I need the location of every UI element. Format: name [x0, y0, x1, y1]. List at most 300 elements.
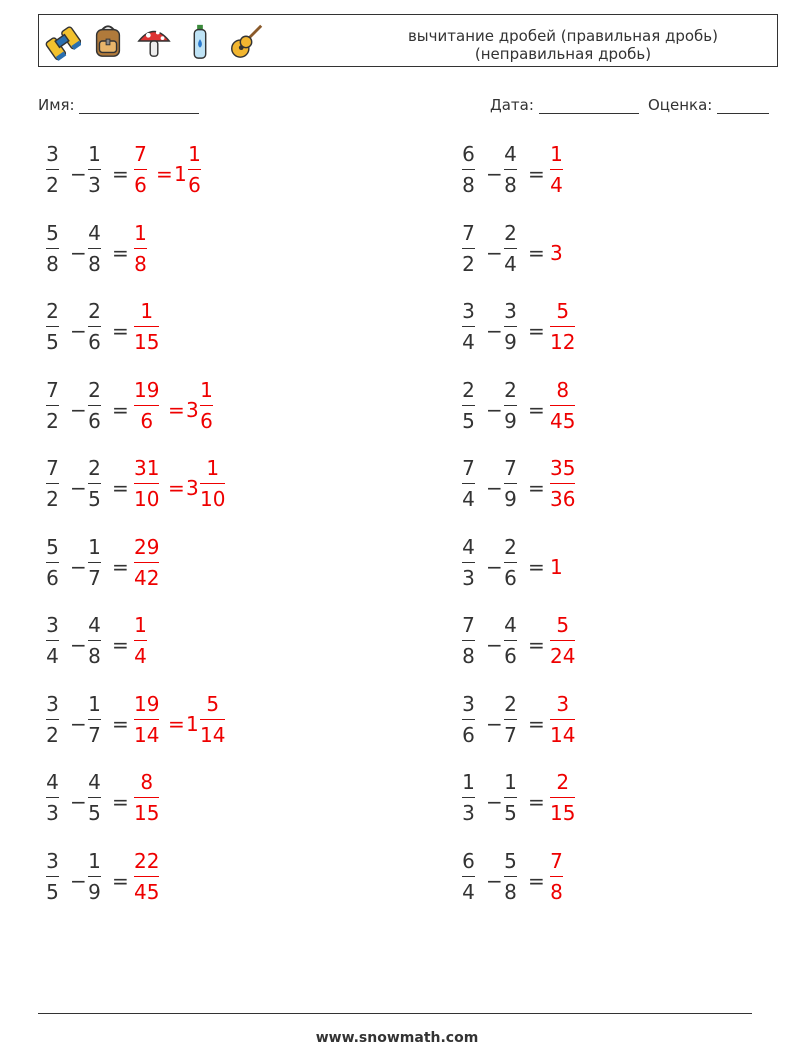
- denominator: 6: [504, 566, 517, 590]
- fraction-bar: [504, 483, 517, 484]
- denominator: 15: [134, 801, 160, 825]
- mixed-fraction: [200, 378, 213, 433]
- water-bottle-icon: [181, 21, 219, 61]
- fraction-bar: [550, 719, 575, 720]
- minuend-fraction: [46, 142, 59, 197]
- numerator: 5: [46, 535, 59, 559]
- fraction-bar: [504, 719, 517, 720]
- fraction-bar: [46, 405, 59, 406]
- subtrahend-fraction: [504, 221, 517, 276]
- fraction-bar: [88, 797, 101, 798]
- subtrahend-fraction: [504, 299, 517, 354]
- denominator: 5: [88, 801, 101, 825]
- answer-fraction: [134, 535, 159, 590]
- fraction-bar: [88, 405, 101, 406]
- numerator: 7: [504, 456, 517, 480]
- minuend-fraction: [462, 142, 475, 197]
- numerator: 5: [504, 849, 517, 873]
- numerator: 3: [46, 692, 59, 716]
- fraction-bar: [88, 169, 101, 170]
- numerator: 1: [88, 692, 101, 716]
- answer-fraction: [550, 456, 575, 511]
- minuend-fraction: [462, 299, 475, 354]
- numerator: 8: [140, 770, 154, 794]
- denominator: 6: [88, 330, 101, 354]
- date-blank[interactable]: [539, 99, 639, 114]
- numerator: 7: [462, 221, 475, 245]
- numerator: 7: [462, 456, 475, 480]
- answer-fraction: [550, 770, 575, 825]
- fraction-bar: [188, 169, 201, 170]
- minuend-fraction: [462, 770, 475, 825]
- mixed-whole: 1: [186, 712, 199, 736]
- fraction-bar: [504, 248, 517, 249]
- numerator: 8: [556, 378, 570, 402]
- numerator: 2: [46, 299, 59, 323]
- equals-sign: =: [112, 633, 129, 657]
- numerator: 1: [188, 142, 201, 166]
- numerator: 2: [504, 535, 517, 559]
- denominator: 3: [88, 173, 101, 197]
- fraction-bar: [504, 405, 517, 406]
- fraction-bar: [550, 797, 575, 798]
- minus-sign: −: [486, 633, 503, 657]
- denominator: 4: [46, 644, 59, 668]
- denominator: 36: [550, 487, 576, 511]
- mixed-equals-sign: =: [168, 398, 185, 422]
- subtrahend-fraction: [504, 770, 517, 825]
- numerator: 4: [88, 221, 101, 245]
- fraction-bar: [462, 248, 475, 249]
- minuend-fraction: [462, 613, 475, 668]
- denominator: 3: [462, 801, 475, 825]
- answer-fraction: [550, 849, 563, 904]
- minuend-fraction: [46, 613, 59, 668]
- answer-fraction: [134, 378, 159, 433]
- equals-sign: =: [112, 319, 129, 343]
- fraction-bar: [134, 405, 159, 406]
- minus-sign: −: [70, 869, 87, 893]
- equals-sign: =: [528, 162, 545, 186]
- name-field: [38, 96, 199, 114]
- answer-whole: 3: [550, 241, 563, 265]
- denominator: 24: [550, 644, 576, 668]
- equals-sign: =: [112, 869, 129, 893]
- denominator: 5: [504, 801, 517, 825]
- equals-sign: =: [112, 398, 129, 422]
- fraction-bar: [504, 876, 517, 877]
- denominator: 8: [462, 173, 475, 197]
- fraction-bar: [504, 169, 517, 170]
- numerator: 31: [134, 456, 160, 480]
- answer-fraction: [134, 613, 147, 668]
- denominator: 12: [550, 330, 576, 354]
- numerator: 3: [46, 849, 59, 873]
- fraction-bar: [504, 326, 517, 327]
- minus-sign: −: [486, 398, 503, 422]
- equals-sign: =: [112, 241, 129, 265]
- fraction-bar: [46, 248, 59, 249]
- subtrahend-fraction: [504, 849, 517, 904]
- subtrahend-fraction: [88, 142, 101, 197]
- denominator: 45: [550, 409, 576, 433]
- fraction-bar: [88, 248, 101, 249]
- equals-sign: =: [528, 319, 545, 343]
- denominator: 15: [134, 330, 160, 354]
- mushroom-icon: [135, 21, 173, 61]
- subtrahend-fraction: [504, 142, 517, 197]
- numerator: 3: [504, 299, 517, 323]
- fraction-bar: [46, 326, 59, 327]
- fraction-bar: [200, 405, 213, 406]
- numerator: 4: [88, 770, 101, 794]
- mixed-equals-sign: =: [168, 712, 185, 736]
- denominator: 4: [550, 173, 563, 197]
- minuend-fraction: [462, 535, 475, 590]
- numerator: 4: [504, 142, 517, 166]
- fraction-bar: [462, 562, 475, 563]
- denominator: 8: [550, 880, 563, 904]
- denominator: 10: [200, 487, 226, 511]
- minus-sign: −: [486, 712, 503, 736]
- denominator: 6: [46, 566, 59, 590]
- denominator: 10: [134, 487, 160, 511]
- denominator: 2: [46, 409, 59, 433]
- fraction-bar: [462, 640, 475, 641]
- numerator: 19: [134, 692, 160, 716]
- numerator: 22: [134, 849, 160, 873]
- numerator: 7: [134, 142, 147, 166]
- equals-sign: =: [112, 555, 129, 579]
- answer-fraction: [134, 692, 159, 747]
- fraction-bar: [88, 483, 101, 484]
- fraction-bar: [550, 326, 575, 327]
- denominator: 8: [462, 644, 475, 668]
- denominator: 8: [88, 644, 101, 668]
- equals-sign: =: [528, 790, 545, 814]
- equals-sign: =: [528, 633, 545, 657]
- denominator: 2: [46, 487, 59, 511]
- denominator: 7: [88, 723, 101, 747]
- answer-whole: 1: [550, 555, 563, 579]
- numerator: 2: [504, 692, 517, 716]
- subtrahend-fraction: [88, 535, 101, 590]
- numerator: 2: [88, 378, 101, 402]
- fraction-bar: [46, 876, 59, 877]
- minuend-fraction: [46, 221, 59, 276]
- numerator: 1: [88, 535, 101, 559]
- numerator: 5: [556, 613, 570, 637]
- worksheet-header: [38, 14, 778, 67]
- fraction-bar: [88, 719, 101, 720]
- denominator: 42: [134, 566, 160, 590]
- denominator: 8: [504, 880, 517, 904]
- denominator: 8: [504, 173, 517, 197]
- minus-sign: −: [70, 162, 87, 186]
- equals-sign: =: [528, 241, 545, 265]
- denominator: 6: [188, 173, 201, 197]
- mixed-equals-sign: =: [156, 162, 173, 186]
- minuend-fraction: [462, 221, 475, 276]
- numerator: 4: [46, 770, 59, 794]
- denominator: 4: [462, 880, 475, 904]
- fraction-bar: [200, 719, 225, 720]
- minus-sign: −: [70, 241, 87, 265]
- denominator: 4: [504, 252, 517, 276]
- minus-sign: −: [486, 790, 503, 814]
- equals-sign: =: [528, 555, 545, 579]
- fraction-bar: [46, 169, 59, 170]
- fraction-bar: [134, 797, 159, 798]
- denominator: 9: [504, 330, 517, 354]
- minus-sign: −: [486, 162, 503, 186]
- equals-sign: =: [112, 476, 129, 500]
- name-label: Имя:: [38, 96, 75, 114]
- subtrahend-fraction: [504, 613, 517, 668]
- fraction-bar: [134, 248, 147, 249]
- numerator: 3: [46, 613, 59, 637]
- fraction-bar: [550, 483, 575, 484]
- fraction-bar: [134, 169, 147, 170]
- worksheet-title: [373, 27, 753, 63]
- numerator: 6: [462, 849, 475, 873]
- numerator: 7: [462, 613, 475, 637]
- answer-fraction: [550, 299, 575, 354]
- answer-fraction: [134, 299, 159, 354]
- footer-divider: [38, 1013, 752, 1014]
- answer-fraction: [134, 456, 159, 511]
- numerator: 1: [550, 142, 563, 166]
- denominator: 8: [46, 252, 59, 276]
- denominator: 5: [46, 330, 59, 354]
- minus-sign: −: [486, 241, 503, 265]
- minuend-fraction: [46, 378, 59, 433]
- mixed-fraction: [200, 692, 225, 747]
- numerator: 3: [462, 692, 475, 716]
- binoculars-icon: [43, 21, 81, 61]
- numerator: 2: [462, 378, 475, 402]
- denominator: 6: [504, 644, 517, 668]
- denominator: 8: [88, 252, 101, 276]
- date-label: Дата:: [490, 96, 534, 114]
- denominator: 8: [134, 252, 147, 276]
- minuend-fraction: [462, 692, 475, 747]
- minus-sign: −: [486, 319, 503, 343]
- minuend-fraction: [46, 849, 59, 904]
- subtrahend-fraction: [88, 770, 101, 825]
- fraction-bar: [462, 169, 475, 170]
- numerator: 4: [504, 613, 517, 637]
- fraction-bar: [88, 640, 101, 641]
- mixed-fraction: [200, 456, 225, 511]
- subtrahend-fraction: [88, 849, 101, 904]
- mixed-whole: 1: [174, 162, 187, 186]
- denominator: 5: [46, 880, 59, 904]
- answer-fraction: [550, 613, 575, 668]
- fraction-bar: [504, 797, 517, 798]
- answer-fraction: [550, 142, 563, 197]
- minuend-fraction: [46, 692, 59, 747]
- denominator: 7: [504, 723, 517, 747]
- fraction-bar: [134, 876, 159, 877]
- minus-sign: −: [486, 555, 503, 579]
- minus-sign: −: [70, 633, 87, 657]
- subtrahend-fraction: [504, 378, 517, 433]
- denominator: 4: [134, 644, 147, 668]
- minus-sign: −: [486, 869, 503, 893]
- fraction-bar: [88, 876, 101, 877]
- numerator: 4: [88, 613, 101, 637]
- minuend-fraction: [462, 378, 475, 433]
- fraction-bar: [462, 326, 475, 327]
- fraction-bar: [46, 797, 59, 798]
- guitar-icon: [227, 21, 265, 61]
- equals-sign: =: [528, 869, 545, 893]
- fraction-bar: [134, 326, 159, 327]
- denominator: 15: [550, 801, 576, 825]
- fraction-bar: [134, 719, 159, 720]
- fraction-bar: [462, 719, 475, 720]
- numerator: 7: [46, 378, 59, 402]
- minus-sign: −: [70, 555, 87, 579]
- denominator: 9: [88, 880, 101, 904]
- numerator: 2: [504, 378, 517, 402]
- fraction-bar: [550, 405, 575, 406]
- denominator: 2: [462, 252, 475, 276]
- numerator: 35: [550, 456, 576, 480]
- minus-sign: −: [70, 398, 87, 422]
- numerator: 2: [556, 770, 570, 794]
- denominator: 3: [462, 566, 475, 590]
- name-blank[interactable]: [79, 99, 199, 114]
- minus-sign: −: [70, 319, 87, 343]
- numerator: 1: [140, 299, 154, 323]
- denominator: 4: [462, 487, 475, 511]
- equals-sign: =: [112, 790, 129, 814]
- numerator: 3: [556, 692, 570, 716]
- numerator: 1: [88, 142, 101, 166]
- numerator: 2: [88, 456, 101, 480]
- numerator: 5: [206, 692, 220, 716]
- fraction-bar: [88, 326, 101, 327]
- subtrahend-fraction: [88, 299, 101, 354]
- numerator: 3: [46, 142, 59, 166]
- denominator: 45: [134, 880, 160, 904]
- numerator: 6: [462, 142, 475, 166]
- fraction-bar: [550, 169, 563, 170]
- grade-label: Оценка:: [648, 96, 713, 114]
- fraction-bar: [462, 876, 475, 877]
- mixed-equals-sign: =: [168, 476, 185, 500]
- subtrahend-fraction: [504, 692, 517, 747]
- denominator: 14: [550, 723, 576, 747]
- numerator: 1: [462, 770, 475, 794]
- denominator: 9: [504, 409, 517, 433]
- denominator: 6: [200, 409, 213, 433]
- numerator: 29: [134, 535, 160, 559]
- fraction-bar: [550, 876, 563, 877]
- fraction-bar: [462, 483, 475, 484]
- equals-sign: =: [112, 162, 129, 186]
- fraction-bar: [504, 562, 517, 563]
- denominator: 6: [134, 173, 147, 197]
- denominator: 14: [200, 723, 226, 747]
- denominator: 4: [462, 330, 475, 354]
- numerator: 1: [200, 378, 213, 402]
- numerator: 19: [134, 378, 160, 402]
- minuend-fraction: [462, 456, 475, 511]
- fraction-bar: [200, 483, 225, 484]
- fraction-bar: [134, 640, 147, 641]
- numerator: 1: [504, 770, 517, 794]
- fraction-bar: [46, 562, 59, 563]
- answer-fraction: [550, 692, 575, 747]
- fraction-bar: [134, 562, 159, 563]
- mixed-whole: 3: [186, 476, 199, 500]
- fraction-bar: [550, 640, 575, 641]
- minus-sign: −: [70, 712, 87, 736]
- numerator: 5: [46, 221, 59, 245]
- backpack-icon: [89, 21, 127, 61]
- denominator: 6: [462, 723, 475, 747]
- subtrahend-fraction: [88, 221, 101, 276]
- footer-url: www.snowmath.com: [315, 1030, 479, 1046]
- minus-sign: −: [70, 790, 87, 814]
- denominator: 5: [88, 487, 101, 511]
- minuend-fraction: [46, 770, 59, 825]
- date-field: [490, 96, 639, 114]
- minus-sign: −: [486, 476, 503, 500]
- grade-field: [648, 96, 769, 114]
- minus-sign: −: [70, 476, 87, 500]
- mixed-fraction: [188, 142, 201, 197]
- subtrahend-fraction: [88, 378, 101, 433]
- denominator: 5: [462, 409, 475, 433]
- numerator: 1: [206, 456, 220, 480]
- grade-blank[interactable]: [717, 99, 769, 114]
- numerator: 2: [88, 299, 101, 323]
- title-line-1: вычитание дробей (правильная дробь): [407, 27, 719, 45]
- numerator: 1: [88, 849, 101, 873]
- denominator: 2: [46, 723, 59, 747]
- fraction-bar: [46, 640, 59, 641]
- fraction-bar: [46, 719, 59, 720]
- minuend-fraction: [462, 849, 475, 904]
- numerator: 5: [556, 299, 570, 323]
- subtrahend-fraction: [504, 535, 517, 590]
- title-line-2: (неправильная дробь): [474, 45, 652, 63]
- denominator: 6: [88, 409, 101, 433]
- subtrahend-fraction: [88, 692, 101, 747]
- denominator: 3: [46, 801, 59, 825]
- numerator: 3: [462, 299, 475, 323]
- subtrahend-fraction: [88, 613, 101, 668]
- answer-fraction: [134, 849, 159, 904]
- equals-sign: =: [112, 712, 129, 736]
- minuend-fraction: [46, 456, 59, 511]
- equals-sign: =: [528, 712, 545, 736]
- denominator: 9: [504, 487, 517, 511]
- minuend-fraction: [46, 299, 59, 354]
- denominator: 2: [46, 173, 59, 197]
- fraction-bar: [504, 640, 517, 641]
- answer-fraction: [134, 221, 147, 276]
- denominator: 6: [140, 409, 154, 433]
- numerator: 1: [134, 221, 147, 245]
- numerator: 7: [550, 849, 563, 873]
- denominator: 7: [88, 566, 101, 590]
- fraction-bar: [46, 483, 59, 484]
